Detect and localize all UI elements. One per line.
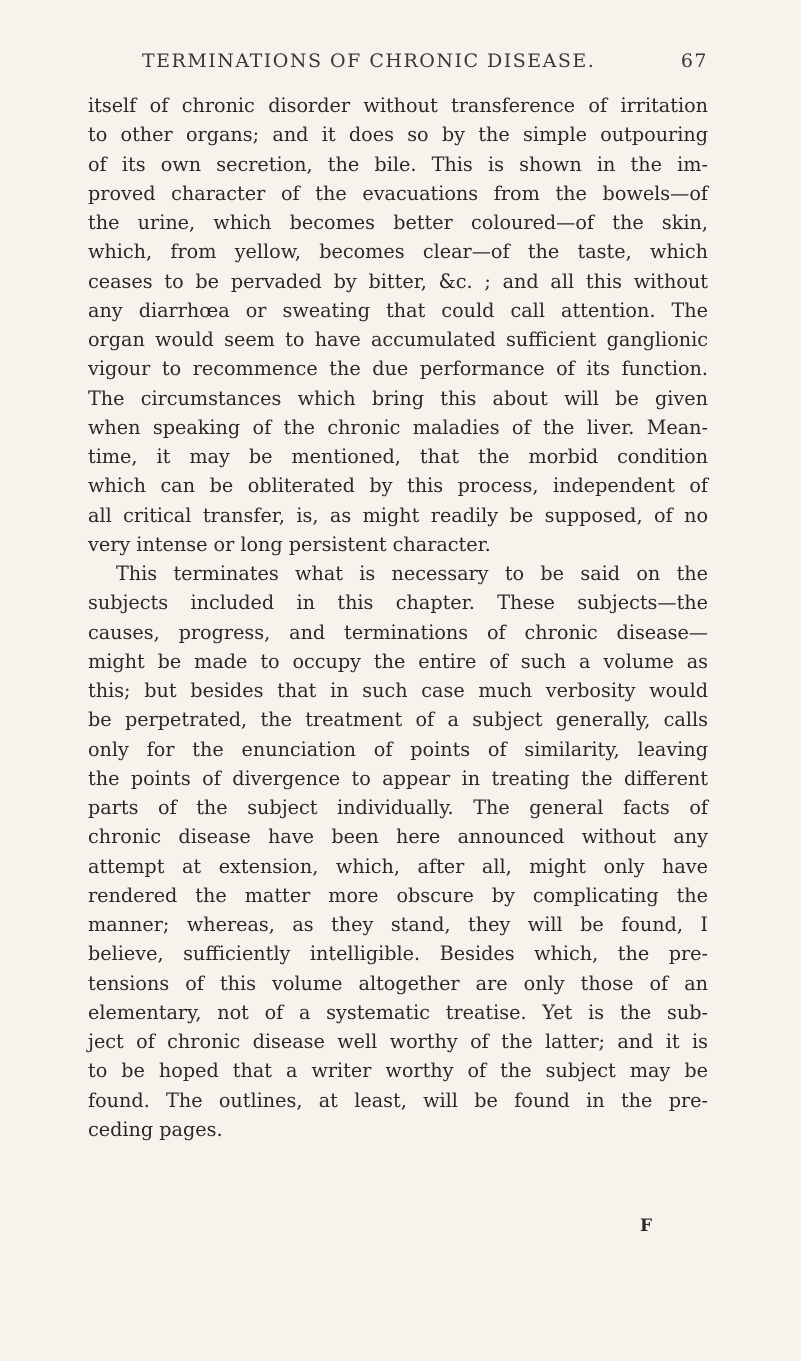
- text-line: which can be obliterated by this process, independent of: [88, 474, 708, 498]
- text-line: proved character of the evacuations from the bowels—of: [88, 181, 708, 205]
- text-line: of its own secretion, the bile. This is shown in the im-: [88, 152, 708, 176]
- text-line: when speaking of the chronic maladies of the liver. Mean-: [88, 415, 708, 439]
- page-number: 67: [680, 50, 708, 72]
- text-line: subjects included in this chapter. These subjects—the: [88, 591, 708, 615]
- text-line: very intense or long persistent character.: [88, 532, 491, 556]
- text-line: ject of chronic disease well worthy of the latter; and it is: [88, 1030, 708, 1053]
- text-line: might be made to occupy the entire of such a volume as: [88, 649, 708, 673]
- text-line: parts of the subject individually. The general facts of: [88, 796, 708, 819]
- text-line: this; but besides that in such case much verbosity would: [88, 679, 708, 702]
- text-line: causes, progress, and terminations of chronic disease—: [88, 620, 708, 644]
- text-line: to other organs; and it does so by the simple outpouring: [88, 123, 708, 147]
- text-line: This terminates what is necessary to be said on the: [116, 562, 708, 585]
- text-line: attempt at extension, which, after all, might only have: [88, 854, 708, 878]
- text-line: organ would seem to have accumulated sufficient ganglionic: [88, 328, 708, 351]
- text-line: elementary, not of a systematic treatise. Yet is the sub-: [88, 1000, 708, 1024]
- text-line: ceases to be pervaded by bitter, &c. ; and all this without: [88, 269, 708, 293]
- text-line: all critical transfer, is, as might readily be supposed, of no: [88, 503, 708, 527]
- running-head: [88, 50, 708, 80]
- signature-mark: F: [640, 1216, 653, 1236]
- text-line: chronic disease have been here announced without any: [88, 825, 708, 849]
- text-line: ceding pages.: [88, 1117, 223, 1141]
- text-line: The circumstances which bring this about will be given: [88, 386, 708, 410]
- text-line: manner; whereas, as they stand, they will be found, I: [88, 913, 708, 936]
- running-title: TERMINATIONS OF CHRONIC DISEASE.: [142, 50, 596, 72]
- text-line: itself of chronic disorder without transference of irritation: [88, 94, 708, 117]
- text-line: be perpetrated, the treatment of a subject generally, calls: [88, 708, 708, 732]
- text-line: tensions of this volume altogether are only those of an: [88, 971, 708, 995]
- text-line: believe, sufficiently intelligible. Besides which, the pre-: [88, 942, 708, 966]
- text-line: any diarrhœa or sweating that could call attention. The: [88, 298, 708, 322]
- text-line: vigour to recommence the due performance of its function.: [88, 357, 708, 381]
- text-line: time, it may be mentioned, that the morbid condition: [88, 445, 708, 468]
- text-line: to be hoped that a writer worthy of the subject may be: [88, 1059, 708, 1083]
- text-line: the urine, which becomes better coloured—of the skin,: [88, 211, 708, 234]
- text-line: the points of divergence to appear in treating the different: [88, 766, 708, 790]
- body-text: [88, 91, 708, 1144]
- text-line: which, from yellow, becomes clear—of the taste, which: [88, 240, 708, 264]
- text-line: found. The outlines, at least, will be found in the pre-: [88, 1088, 708, 1112]
- text-line: rendered the matter more obscure by complicating the: [88, 883, 708, 907]
- text-line: only for the enunciation of points of similarity, leaving: [88, 737, 708, 761]
